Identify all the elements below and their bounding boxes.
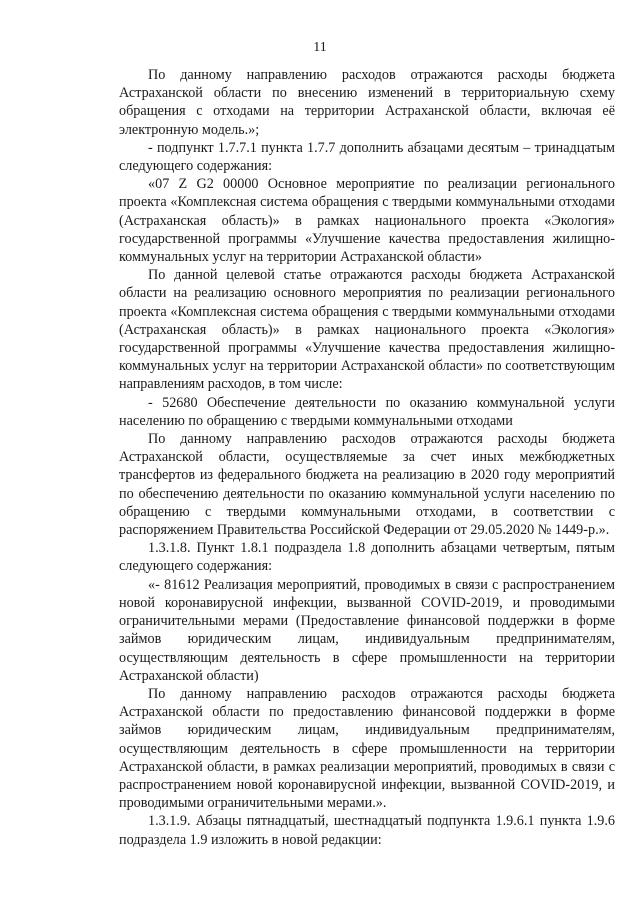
paragraph-clause-1-3-1-8: 1.3.1.8. Пункт 1.8.1 подраздела 1.8 дополнить абзацами четвертым, пятым следующего содержания: — [119, 540, 615, 575]
paragraph-target-article-expenses: По данной целевой статье отражаются расходы бюджета Астраханской области на реализацию основного мероприятия по реализации регионального проекта «Комплексная система обращения с твердыми коммунальными отходами (Астраханская область)» в рамках национального проекта «Экология» государственной программы «Улучшение качества предоставления жилищно-коммунальных услуг на территории Астраханской области» по соответствующим направлениям расходов, в том числе: — [119, 267, 615, 393]
paragraph-subclause-1-7-7-1: - подпункт 1.7.7.1 пункта 1.7.7 дополнить абзацами десятым – тринадцатым следующего содержания: — [119, 139, 615, 175]
paragraph-clause-1-3-1-9: 1.3.1.9. Абзацы пятнадцатый, шестнадцатый подпункта 1.9.6.1 пункта 1.9.6 подраздела 1.9 изложить в новой редакции: — [119, 813, 615, 848]
page-number: 11 — [313, 40, 327, 55]
paragraph-expense-waste-scheme: По данному направлению расходов отражаются расходы бюджета Астраханской области по внесению изменений в территориальную схему обращения с отходами на территории Астраханской области, включая её электронную модель.»; — [119, 67, 615, 138]
document-body — [119, 66, 615, 849]
paragraph-expense-loans-support: По данному направлению расходов отражаются расходы бюджета Астраханской области по предоставлению финансовой поддержки в форме займов юридическим лицам, индивидуальным предпринимателям, осуществляющим деятельность в сфере промышленности на территории Астраханской области, в рамках реализации мероприятий, проводимых в связи с распространением новой коронавирусной инфекции, вызванной COVID-2019, и проводимыми ограничительными мерами.». — [119, 685, 615, 812]
paragraph-code-07-z-g2-00000: «07 Z G2 00000 Основное мероприятие по реализации регионального проекта «Комплексная система обращения с твердыми коммунальными отходами (Астраханская область)» в рамках национального проекта «Экология» государственной программы «Улучшение качества предоставления жилищно-коммунальных услуг на территории Астраханской области» — [119, 176, 615, 266]
paragraph-code-81612: «- 81612 Реализация мероприятий, проводимых в связи с распространением новой коронавирусной инфекции, вызванной COVID-2019, и проводимыми ограничительными мерами (Предоставление финансовой поддержки в форме займов юридическим лицам, индивидуальным предпринимателям, осуществляющим деятельность в сфере промышленности на территории Астраханской области) — [119, 576, 615, 684]
paragraph-code-52680: - 52680 Обеспечение деятельности по оказанию коммунальной услуги населению по обращению с твердыми коммунальными отходами — [119, 394, 615, 429]
paragraph-expense-transfers: По данному направлению расходов отражаются расходы бюджета Астраханской области, осуществляемые за счет иных межбюджетных трансфертов из федерального бюджета на реализацию в 2020 году мероприятий по обеспечению деятельности по оказанию коммунальной услуги населению по обращению с твердыми коммунальными отходами, в соответствии с распоряжением Правительства Российской Федерации от 29.05.2020 № 1449-р.». — [119, 431, 615, 539]
